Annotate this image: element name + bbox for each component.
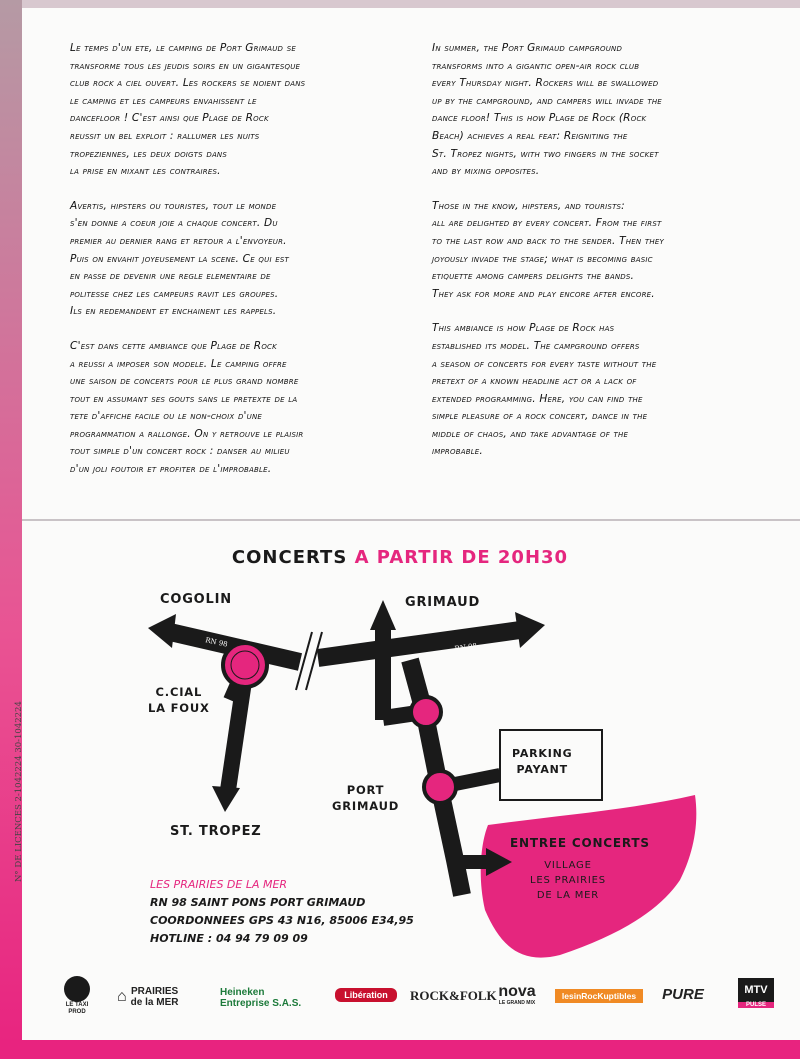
label-entree-concerts: ENTREE CONCERTS — [510, 836, 650, 850]
label-grimaud: GRIMAUD — [405, 595, 481, 610]
fr-paragraph-1: Le temps d'un ete, le camping de Port Grimaud se transforme tous les jeudis soirs en un gigantesque club rock a ciel ouvert. Les rockers se noient dans le camping et les campeurs envahissent le dancefloor ! C'est ainsi que Plage de Rock reussit un bel exploit : rallumer les nuits tropeziennes, les deux doigts dans la prise en mixant les contraires. — [70, 42, 306, 178]
address-line-1: RN 98 SAINT PONS PORT GRIMAUD — [150, 896, 366, 909]
venue-address — [150, 876, 414, 948]
logo-inrocks: lesinRocKuptibles — [555, 989, 643, 1003]
house-icon: ⌂ — [117, 988, 127, 1005]
sponsor-logos — [55, 972, 785, 1022]
fr-paragraph-3: C'est dans cette ambiance que Plage de Rock a reussi a imposer son modele. Le camping offre une saison de concerts pour le plus grand nombre tout en assumant ses gouts sans le pretexte de la tete d'affiche facile ou le non-choix d'une programmation a rallonge. On y retrouve le plaisir tout simple d'un concert rock : danser au milieu d'un joli foutoir et profiter de l'improbable. — [70, 339, 304, 476]
logo-nova: nova LE GRAND MIX — [498, 983, 536, 1006]
fr-paragraph-2: Avertis, hipsters ou touristes, tout le monde s'en donne a coeur joie a chaque concert. Du premier au dernier rang et retour a l'envoyeur. Puis on envahit joyeusement la scene. Ce qui est en passe de devenir une regle elementaire de politesse chez les campeurs ravit les groupes. Ils en redemandent et enchainent les rappels. — [70, 199, 290, 318]
label-st-tropez: ST. TROPEZ — [170, 824, 262, 839]
licence-number: N° DE LICENCES 2-1042224 30-1042224 — [14, 701, 24, 882]
logo-rock-folk: ROCK&FOLK — [410, 988, 497, 1003]
arrow-st-tropez — [212, 786, 240, 812]
arrow-grimaud — [370, 600, 396, 630]
roundabout-la-foux — [223, 643, 267, 687]
logo-mtv-pulse: MTV PULSE — [738, 978, 774, 1008]
roundabout-port-grimaud — [424, 771, 456, 803]
arrow-cogolin — [148, 614, 176, 648]
label-port-grimaud: PORT GRIMAUD — [332, 783, 400, 813]
road-label-left: RN 98 — [204, 636, 229, 649]
logo-prairies: ⌂ PRAIRIES de la MER — [117, 986, 179, 1008]
label-parking: PARKING PAYANT — [512, 747, 573, 776]
address-line-2: COORDONNEES GPS 43 N16, 85006 E34,95 — [150, 914, 414, 927]
en-paragraph-1: In summer, the Port Grimaud campground transforms into a gigantic open-air rock club every Thursday night. Rockers will be swallowed up by the campground, and campers will invade the dance floor! This is how Plage de Rock (Rock Beach) achieves a real feat: Reigniting the St. Tropez nights, with two fingers in the socket and by mixing opposites. — [432, 42, 662, 178]
arrow-rn98-east — [515, 612, 545, 648]
logo-liberation: Libération — [335, 988, 397, 1002]
venue-name: LES PRAIRIES DE LA MER — [150, 878, 288, 891]
headline-concerts: CONCERTS — [231, 547, 348, 568]
road-label-right: RN 98 — [454, 641, 478, 653]
label-cogolin: COGOLIN — [160, 592, 232, 607]
headline-time: A PARTIR DE 20H30 — [354, 547, 569, 568]
taxi-sun-icon — [64, 976, 90, 1002]
hotline: HOTLINE : 04 94 79 09 09 — [150, 932, 308, 945]
label-village: VILLAGE LES PRAIRIES DE LA MER — [530, 860, 606, 901]
en-paragraph-2: Those in the know, hipsters, and tourists: all are delighted by every concert. From the first to the last row and back to the sender. Then they joyously invade the stage; what is becoming basic etiquette among campers delights the bands. They ask for more and play encore after encore. — [432, 199, 664, 300]
logo-le-taxi: LE TAXI PROD — [55, 976, 99, 1016]
road-rn98-right — [318, 630, 520, 658]
roundabout-grimaud — [411, 697, 441, 727]
logo-heineken: Heineken Entreprise S.A.S. — [220, 987, 302, 1009]
en-paragraph-3: This ambiance is how Plage de Rock has established its model. The campground offers a season of concerts for every taste without the pretext of a known headline act or a lack of extended programming. Here, you can find the simple pleasure of a rock concert, dance in the middle of chaos, and take advantage of the improbable. — [432, 322, 657, 458]
label-ccial-la-foux: C.CIAL LA FOUX — [148, 685, 210, 715]
logo-pure: PURE — [662, 986, 704, 1003]
